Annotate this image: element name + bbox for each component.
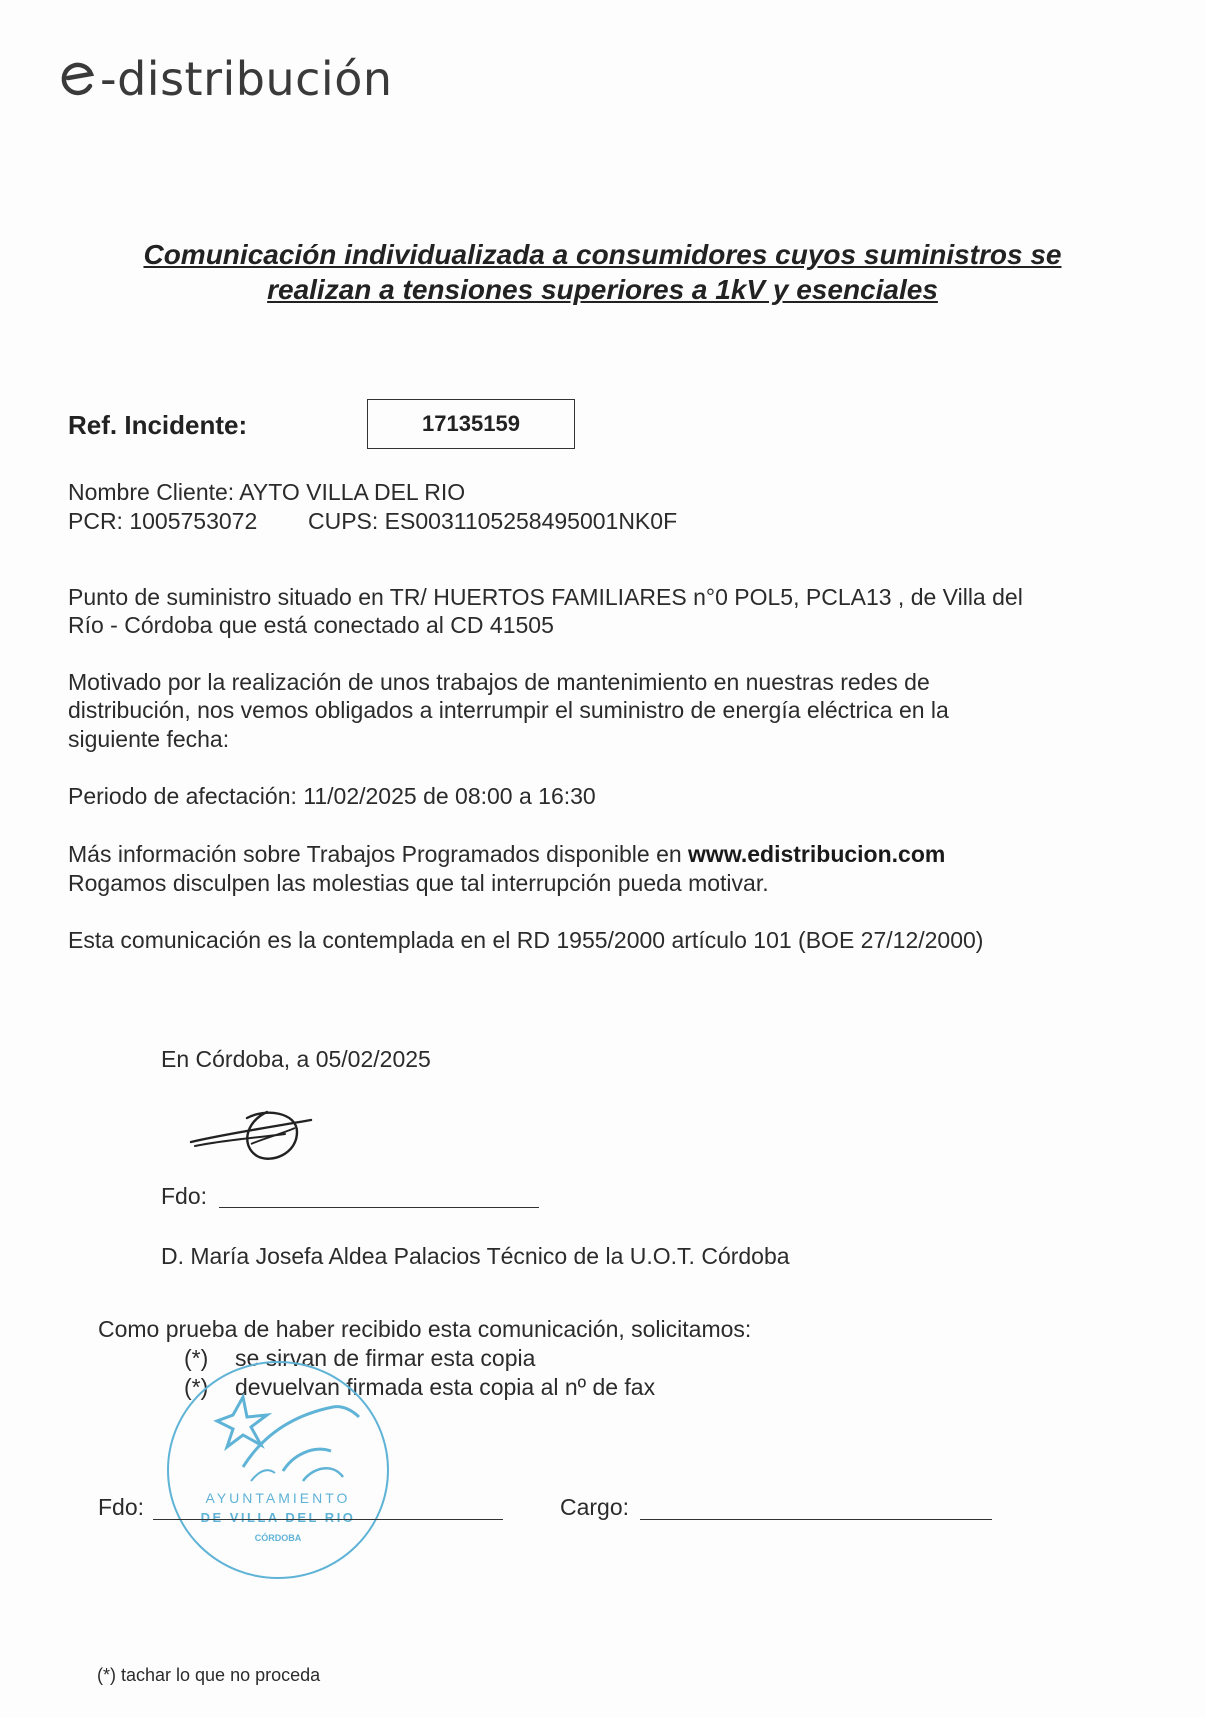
place-date: En Córdoba, a 05/02/2025 [161,1046,431,1072]
reference-label: Ref. Incidente: [68,410,248,440]
ack-option2: devuelvan firmada esta copia al nº de fax [235,1374,656,1400]
document-title-line2: realizan a tensiones superiores a 1kV y esenciales [267,274,938,305]
e-logo-icon [60,56,98,102]
supply-point-line2: Río - Córdoba que está conectado al CD 41505 [68,612,554,638]
reference-value-box: 17135159 [367,399,575,449]
receiver-fdo-label: Fdo: [98,1494,145,1520]
cargo-label: Cargo: [560,1494,630,1520]
legal-text: Esta comunicación es la contemplada en el RD 1955/2000 artículo 101 (BOE 27/12/2000) [68,927,984,953]
stamp-line1: AYUNTAMIENTO [205,1490,351,1506]
supply-point-line1: Punto de suministro situado en TR/ HUERTOS FAMILIARES n°0 POL5, PCLA13 , de Villa del [68,584,1023,610]
client-name: Nombre Cliente: AYTO VILLA DEL RIO [68,479,466,505]
reason-line1: Motivado por la realización de unos trabajos de mantenimiento en nuestras redes de [68,669,930,695]
town-hall-stamp [163,1355,393,1585]
ack-intro: Como prueba de haber recibido esta comunicación, solicitamos: [98,1316,752,1342]
apology-text: Rogamos disculpen las molestias que tal interrupción pueda motivar. [68,870,769,896]
info-line [68,841,945,868]
reason-line3: siguiente fecha: [68,726,230,752]
ack-option1-marker: (*) [184,1345,209,1371]
website-link[interactable]: www.edistribucion.com [688,841,946,867]
footnote: (*) tachar lo que no proceda [97,1665,321,1685]
client-pcr: PCR: 1005753072 [68,508,258,534]
ack-option2-marker: (*) [184,1374,209,1400]
period-text: Periodo de afectación: 11/02/2025 de 08:00 a 16:30 [68,783,596,809]
client-cups: CUPS: ES0031105258495001NK0F [308,508,678,534]
fdo-label: Fdo: [161,1183,208,1209]
stamp-line3: CÓRDOBA [254,1533,302,1543]
info-text: Más información sobre Trabajos Programados disponible en [68,841,689,867]
company-logo [60,52,393,106]
reason-line2: distribución, nos vemos obligados a interrumpir el suministro de energía eléctrica en la [68,697,949,723]
stamp-line2: DE VILLA DEL RIO [200,1510,356,1525]
fdo-signature-line [219,1207,539,1208]
handwritten-signature [185,1098,320,1170]
document-title-line1: Comunicación individualizada a consumidores cuyos suministros se [143,239,1062,270]
ack-option1: se sirvan de firmar esta copia [235,1345,536,1371]
company-name: -distribución [100,52,393,106]
signatory: D. María Josefa Aldea Palacios Técnico de la U.O.T. Córdoba [161,1243,790,1269]
cargo-line[interactable] [640,1519,992,1520]
receiver-fdo-line[interactable] [153,1519,503,1520]
